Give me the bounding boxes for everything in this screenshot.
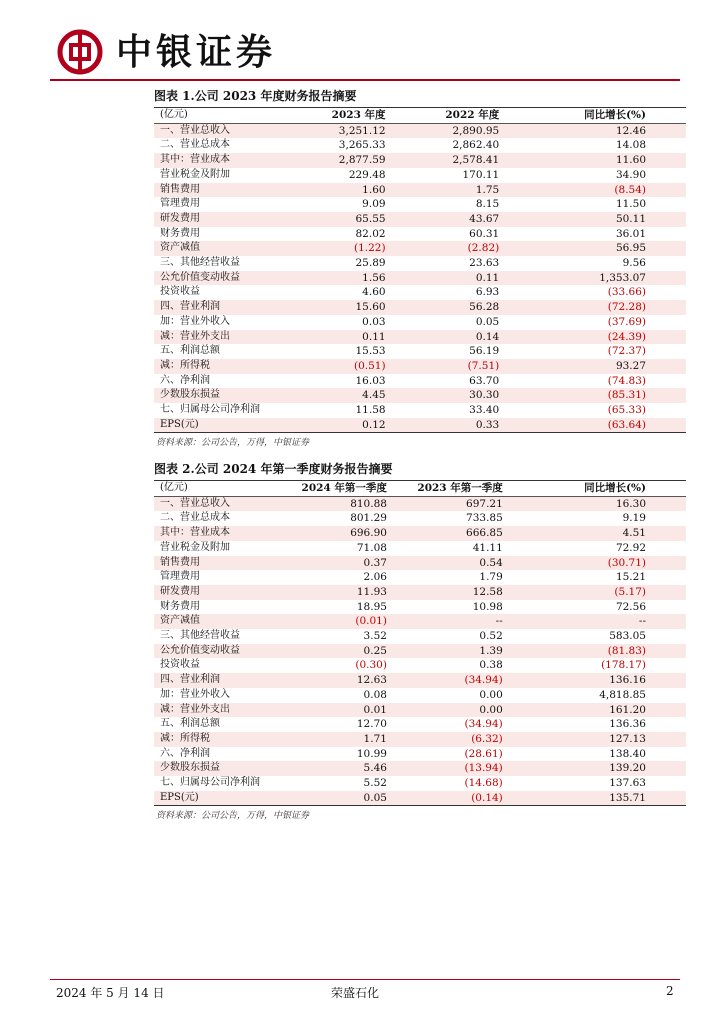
table-cell: 136.36 <box>609 718 646 731</box>
table-cell: 15.60 <box>278 300 392 315</box>
table-row <box>154 511 686 526</box>
table-row <box>154 717 686 732</box>
row-label: 财务费用 <box>160 600 200 612</box>
row-label: 管理费用 <box>160 571 200 583</box>
table-cell: 0.54 <box>393 556 509 571</box>
table-row <box>154 556 686 571</box>
table-row <box>154 403 686 418</box>
table-cell: 0.05 <box>475 315 500 328</box>
table-row <box>154 241 686 256</box>
table-cell: (14.68) <box>464 777 503 790</box>
table-row <box>154 747 686 762</box>
table-cell: 60.31 <box>469 227 500 240</box>
table-cell: 50.11 <box>505 212 686 227</box>
column-header: 2024 年第一季度 <box>277 481 393 496</box>
table-cell: 72.56 <box>615 600 646 613</box>
table-cell: 4,818.85 <box>599 688 646 701</box>
table-cell: 2,890.95 <box>392 123 506 138</box>
row-label: 四、营业利润 <box>154 673 277 688</box>
table-cell: 15.53 <box>355 345 386 358</box>
header-divider <box>50 79 680 81</box>
row-label: 公允价值变动收益 <box>154 644 277 659</box>
table-cell: 0.33 <box>392 418 506 433</box>
table-cell: 56.19 <box>469 345 500 358</box>
table-cell: 0.11 <box>278 330 392 345</box>
table-cell: 0.12 <box>278 418 392 433</box>
table-cell: 41.11 <box>472 541 503 554</box>
table2-title: 图表 2.公司 2024 年第一季度财务报告摘要 <box>154 462 393 476</box>
table-cell: 0.52 <box>479 630 503 643</box>
table-cell: 72.92 <box>615 541 646 554</box>
table-row <box>154 374 686 389</box>
table-cell: 56.95 <box>505 241 686 256</box>
table-cell: 1.71 <box>277 732 393 747</box>
table-cell: 137.63 <box>609 777 646 790</box>
table-cell: 11.50 <box>615 198 646 211</box>
table-row <box>154 285 686 300</box>
table-row <box>154 791 686 806</box>
table-cell: 30.30 <box>392 388 506 403</box>
table-row <box>154 300 686 315</box>
table-row <box>154 256 686 271</box>
table1 <box>154 108 686 432</box>
footer-company: 荣盛石化 <box>331 986 380 1000</box>
table-cell: 810.88 <box>277 496 393 511</box>
table-row <box>154 585 686 600</box>
table-row <box>154 183 686 198</box>
table-row <box>154 644 686 659</box>
row-label: 研发费用 <box>154 585 277 600</box>
column-header: (亿元) <box>154 481 277 496</box>
table-cell: 0.14 <box>392 330 506 345</box>
table-cell: (7.51) <box>392 359 506 374</box>
table-cell: 5.46 <box>277 761 393 776</box>
table-cell: 12.58 <box>393 585 509 600</box>
row-label: 二、营业总成本 <box>160 512 230 524</box>
table-cell: 10.99 <box>356 747 387 760</box>
table-cell: 136.16 <box>509 673 686 688</box>
table-cell: (34.94) <box>464 718 503 731</box>
table-cell: 127.13 <box>509 732 686 747</box>
table-cell: 5.52 <box>363 777 387 790</box>
table-row <box>154 496 686 511</box>
table-cell: 11.58 <box>355 404 386 417</box>
table-row <box>154 197 686 212</box>
table1-section <box>154 87 686 448</box>
table-cell: (74.83) <box>607 374 646 387</box>
table-row <box>154 570 686 585</box>
table-cell: 3,265.33 <box>338 139 386 152</box>
row-label: 二、营业总成本 <box>160 139 230 151</box>
table-cell: 666.85 <box>393 526 509 541</box>
table-cell: 583.05 <box>609 630 646 643</box>
row-label: 加：营业外收入 <box>160 688 230 700</box>
row-label: 七、归属母公司净利润 <box>160 404 260 416</box>
table-row <box>154 526 686 541</box>
row-label: 资产减值 <box>154 241 278 256</box>
table-cell: 135.71 <box>509 791 686 806</box>
table-cell: 16.30 <box>509 496 686 511</box>
table-cell: (8.54) <box>505 183 686 198</box>
table-cell: 2.06 <box>363 571 387 584</box>
table-cell: 1,353.07 <box>505 271 686 286</box>
table-cell: 14.08 <box>615 139 646 152</box>
row-label: 减：营业外支出 <box>154 703 277 718</box>
table-row <box>154 123 686 138</box>
table-cell: 170.11 <box>462 168 500 181</box>
row-label: 其中：营业成本 <box>154 153 278 168</box>
table-cell: 34.90 <box>615 168 646 181</box>
table-cell: 93.27 <box>505 359 686 374</box>
row-label: 六、净利润 <box>160 374 210 386</box>
row-label: 五、利润总额 <box>160 345 220 357</box>
row-label: 资产减值 <box>154 614 277 629</box>
table-cell: 33.40 <box>469 404 500 417</box>
table-cell: 1.39 <box>393 644 509 659</box>
table-row <box>154 359 686 374</box>
table-row <box>154 614 686 629</box>
table-row <box>154 271 686 286</box>
row-label: 少数股东损益 <box>154 388 278 403</box>
row-label: 三、其他经营收益 <box>160 630 240 642</box>
table-cell: 65.55 <box>278 212 392 227</box>
table-header-row <box>154 108 686 123</box>
table-cell: 71.08 <box>356 541 387 554</box>
table-row <box>154 388 686 403</box>
table-cell: 1.60 <box>278 183 392 198</box>
row-label: 减：营业外支出 <box>154 330 278 345</box>
page-number: 2 <box>666 984 674 998</box>
table-cell: (30.71) <box>509 556 686 571</box>
row-label: 营业税金及附加 <box>160 541 230 553</box>
table-cell: 0.05 <box>277 791 393 806</box>
table-row <box>154 541 686 556</box>
table-cell: 2,877.59 <box>278 153 392 168</box>
row-label: 销售费用 <box>154 556 277 571</box>
column-header: 2023 年度 <box>278 108 392 123</box>
table-row <box>154 212 686 227</box>
column-header: 2022 年度 <box>392 108 506 123</box>
table-cell: 3.52 <box>363 630 387 643</box>
table-cell: (72.37) <box>607 345 646 358</box>
table-cell: 10.98 <box>472 600 503 613</box>
table-cell: 801.29 <box>350 512 387 525</box>
table-cell: 56.28 <box>392 300 506 315</box>
table-cell: -- <box>509 614 686 629</box>
table2-section <box>154 460 686 821</box>
table-cell: (28.61) <box>464 747 503 760</box>
table-cell: 697.21 <box>393 496 509 511</box>
footer-date: 2024 年 5 月 14 日 <box>56 986 165 1000</box>
table-cell: 3,251.12 <box>278 123 392 138</box>
table1-title: 图表 1.公司 2023 年度财务报告摘要 <box>154 89 357 103</box>
table-cell: 12.63 <box>277 673 393 688</box>
table-cell: 0.37 <box>277 556 393 571</box>
row-label: EPS(元) <box>154 791 277 806</box>
table-cell: 2,862.40 <box>452 139 500 152</box>
table-row <box>154 138 686 153</box>
row-label: EPS(元) <box>154 418 278 433</box>
table-cell: 16.03 <box>355 374 386 387</box>
table-cell: 138.40 <box>609 747 646 760</box>
table-cell: 11.60 <box>505 153 686 168</box>
table-row <box>154 418 686 433</box>
footer-divider <box>50 979 680 980</box>
column-header: (亿元) <box>154 108 278 123</box>
table-cell: 43.67 <box>392 212 506 227</box>
table-row <box>154 673 686 688</box>
brand-name: 中银证券 <box>116 32 277 73</box>
row-label: 销售费用 <box>154 183 278 198</box>
table-row <box>154 600 686 615</box>
row-label: 四、营业利润 <box>154 300 278 315</box>
table-cell: 15.21 <box>615 571 646 584</box>
table-cell: 2,578.41 <box>392 153 506 168</box>
table-cell: 0.00 <box>479 688 503 701</box>
table-cell: 36.01 <box>615 227 646 240</box>
table-cell: 696.90 <box>277 526 393 541</box>
row-label: 财务费用 <box>160 227 200 239</box>
bank-of-china-logo <box>57 29 103 75</box>
row-label: 其中：营业成本 <box>154 526 277 541</box>
table-cell: (6.32) <box>393 732 509 747</box>
table-cell: 4.45 <box>278 388 392 403</box>
row-label: 投资收益 <box>160 659 200 671</box>
table-cell: 8.15 <box>475 198 500 211</box>
row-label: 减：所得税 <box>154 732 277 747</box>
table-cell: (13.94) <box>393 761 509 776</box>
table-cell: (178.17) <box>601 659 646 672</box>
table-row <box>154 330 686 345</box>
column-header: 2023 年第一季度 <box>393 481 509 496</box>
table-cell: (33.66) <box>607 286 646 299</box>
table-cell: 12.46 <box>505 123 686 138</box>
table-cell: (81.83) <box>509 644 686 659</box>
table-cell: 229.48 <box>348 168 386 181</box>
row-label: 六、净利润 <box>160 747 210 759</box>
table-cell: (24.39) <box>505 330 686 345</box>
table-cell: (34.94) <box>393 673 509 688</box>
table-cell: 9.56 <box>622 257 646 270</box>
table-cell: 0.01 <box>277 703 393 718</box>
row-label: 五、利润总额 <box>160 718 220 730</box>
table-cell: 18.95 <box>356 600 387 613</box>
table-cell: 9.19 <box>622 512 646 525</box>
table-cell: 733.85 <box>466 512 503 525</box>
row-label: 加：营业外收入 <box>160 315 230 327</box>
row-label: 一、营业总收入 <box>154 496 277 511</box>
table2-bottom-rule <box>154 805 686 806</box>
table-cell: 6.93 <box>475 286 500 299</box>
table-cell: 0.00 <box>393 703 509 718</box>
table-cell: 0.08 <box>363 688 387 701</box>
table-row <box>154 658 686 673</box>
table-cell: (1.22) <box>278 241 392 256</box>
table-cell: 63.70 <box>469 374 500 387</box>
row-label: 研发费用 <box>154 212 278 227</box>
row-label: 三、其他经营收益 <box>160 257 240 269</box>
table-cell: (0.51) <box>278 359 392 374</box>
page-header <box>0 0 724 90</box>
table-row <box>154 315 686 330</box>
table-row <box>154 776 686 791</box>
row-label: 减：所得税 <box>154 359 278 374</box>
table-cell: 161.20 <box>509 703 686 718</box>
table-cell: (63.64) <box>505 418 686 433</box>
table-cell: 9.09 <box>362 198 386 211</box>
table-cell: 25.89 <box>355 257 386 270</box>
row-label: 公允价值变动收益 <box>154 271 278 286</box>
row-label: 投资收益 <box>160 286 200 298</box>
table-cell: (37.69) <box>607 315 646 328</box>
table-row <box>154 168 686 183</box>
table-cell: 4.51 <box>509 526 686 541</box>
table-cell: 139.20 <box>509 761 686 776</box>
table-cell: -- <box>393 614 509 629</box>
table-cell: (2.82) <box>392 241 506 256</box>
table-cell: 1.79 <box>479 571 503 584</box>
table-row <box>154 227 686 242</box>
row-label: 少数股东损益 <box>154 761 277 776</box>
table-cell: 1.75 <box>392 183 506 198</box>
table-cell: 82.02 <box>355 227 386 240</box>
table-cell: (72.28) <box>505 300 686 315</box>
table-cell: (0.01) <box>277 614 393 629</box>
table1-source: 资料来源：公司公告，万得，中银证券 <box>156 438 310 449</box>
table-row <box>154 732 686 747</box>
table-row <box>154 703 686 718</box>
table-row <box>154 344 686 359</box>
table-cell: 23.63 <box>469 257 500 270</box>
table-cell: 4.60 <box>362 286 386 299</box>
table-row <box>154 629 686 644</box>
table-cell: 12.70 <box>356 718 387 731</box>
table1-bottom-rule <box>154 432 686 433</box>
row-label: 管理费用 <box>160 198 200 210</box>
table-cell: (0.14) <box>393 791 509 806</box>
row-label: 营业税金及附加 <box>160 168 230 180</box>
row-label: 七、归属母公司净利润 <box>160 777 260 789</box>
table-cell: (5.17) <box>509 585 686 600</box>
row-label: 一、营业总收入 <box>154 123 278 138</box>
table-cell: (0.30) <box>355 659 387 672</box>
table-cell: 0.11 <box>392 271 506 286</box>
table-cell: 0.38 <box>479 659 503 672</box>
table2 <box>154 481 686 805</box>
table-cell: (85.31) <box>505 388 686 403</box>
table-cell: 1.56 <box>278 271 392 286</box>
table-header-row <box>154 481 686 496</box>
table-row <box>154 153 686 168</box>
table-cell: 0.25 <box>277 644 393 659</box>
table-cell: 11.93 <box>277 585 393 600</box>
column-header: 同比增长(%) <box>509 481 686 496</box>
table-cell: 0.03 <box>362 315 386 328</box>
table-cell: (65.33) <box>607 404 646 417</box>
table-row <box>154 761 686 776</box>
table2-source: 资料来源：公司公告，万得，中银证券 <box>156 811 310 822</box>
column-header: 同比增长(%) <box>505 108 686 123</box>
table-row <box>154 688 686 703</box>
